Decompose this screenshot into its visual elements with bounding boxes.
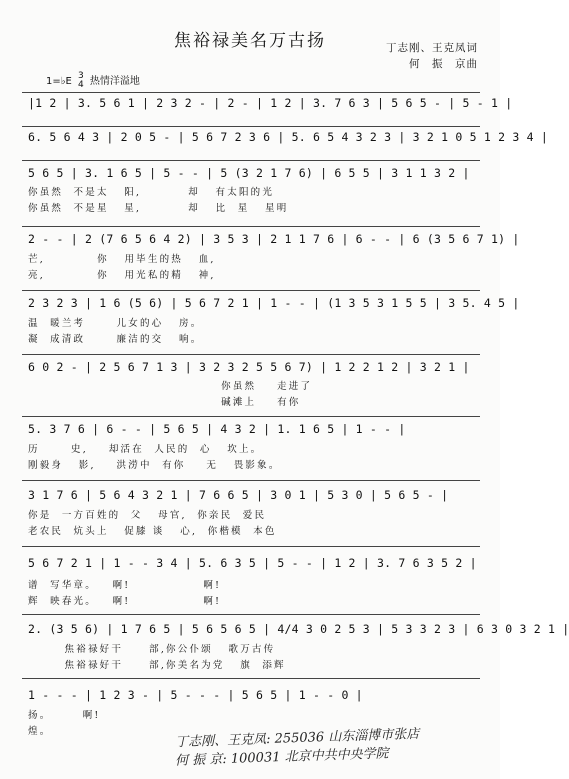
staff-divider bbox=[22, 678, 480, 679]
staff-divider bbox=[22, 126, 480, 127]
system-11-lyrics-verse-1: 扬。 啊! bbox=[28, 710, 101, 721]
system-4-notes: 2 - - | 2 (7 6 5 6 4 2) | 3 5 3 | 2 1 1 7 6 | 6 - - | 6 (3 5 6 7 1) | bbox=[28, 232, 520, 246]
system-7-notes: 5. 3 7 6 | 6 - - | 5 6 5 | 4 3 2 | 1. 1 6 5 | 1 - - | bbox=[28, 422, 406, 436]
system-7-lyrics-verse-1: 历 史, 却活在 人民的 心 坎上。 bbox=[28, 444, 263, 455]
system-10-notes: 2. (3 5 6) | 1 7 6 5 | 5 6 5 6 5 | 4/4 3 0 2 5 3 | 5 3 3 2 3 | 6 3 0 3 2 1 | bbox=[28, 622, 569, 636]
system-6-lyrics-verse-1: 你虽然 走进了 bbox=[28, 381, 313, 392]
staff-divider bbox=[22, 92, 480, 93]
staff-divider bbox=[22, 354, 480, 355]
system-5-lyrics-verse-2: 凝 成清政 廉洁的交 响。 bbox=[28, 334, 203, 345]
song-title: 焦裕禄美名万古扬 bbox=[174, 31, 326, 51]
staff-divider bbox=[22, 546, 480, 547]
system-8-lyrics-verse-2: 老农民 炕头上 促膝 谈 心, 你楷模 本色 bbox=[28, 526, 277, 537]
system-8-notes: 3 1 7 6 | 5 6 4 3 2 1 | 7 6 6 5 | 3 0 1 | 5 3 0 | 5 6 5 - | bbox=[28, 488, 449, 502]
system-7-lyrics-verse-2: 刚毅身 影, 洪涝中 有你 无 畏影象。 bbox=[28, 460, 281, 471]
handwritten-contact-line-2: 何 振 京: 100031 北京中共中央学院 bbox=[174, 746, 389, 769]
time-signature-bottom: 4 bbox=[77, 80, 84, 90]
system-3-lyrics-verse-1: 你虽然 不是太 阳, 却 有太阳的光 bbox=[28, 187, 275, 198]
key-signature: 1=♭E bbox=[46, 76, 72, 87]
system-8-lyrics-verse-1: 你是 一方百姓的 父 母官, 你亲民 爱民 bbox=[28, 510, 267, 521]
tempo-marking bbox=[46, 72, 140, 90]
staff-divider bbox=[22, 614, 480, 615]
system-3-notes: 5 6 5 | 3. 1 6 5 | 5 - - | 5 (3 2 1 7 6) | 6 5 5 | 3 1 1 3 2 | bbox=[28, 166, 470, 180]
staff-divider bbox=[22, 290, 480, 291]
system-9-lyrics-verse-1: 谱 写华章。 啊! 啊! bbox=[28, 580, 222, 591]
system-4-lyrics-verse-1: 芒, 你 用毕生的热 血, bbox=[28, 254, 216, 265]
system-6-notes: 6 0 2 - | 2 5 6 7 1 3 | 3 2 3 2 5 5 6 7) | 1 2 2 1 2 | 3 2 1 | bbox=[28, 360, 470, 374]
system-9-lyrics-verse-2: 辉 映春光。 啊! 啊! bbox=[28, 596, 222, 607]
system-6-lyrics-verse-2: 碱滩上 有你 bbox=[28, 397, 301, 408]
handwritten-contact-line-1: 丁志刚、王克凤: 255036 山东淄博市张店 bbox=[174, 726, 420, 751]
system-10-lyrics-verse-1: 焦裕禄好干 部,你公仆颂 歌万古传 bbox=[28, 644, 276, 655]
system-11-lyrics-verse-2: 煌。 bbox=[28, 726, 52, 737]
time-signature-top: 3 bbox=[77, 71, 84, 81]
lyricist-credit: 丁志刚、王克凤词 bbox=[386, 42, 478, 54]
staff-divider bbox=[22, 416, 480, 417]
system-1-notes: |1 2 | 3. 5 6 1 | 2 3 2 - | 2 - | 1 2 | 3. 7 6 3 | 5 6 5 - | 5 - 1 | bbox=[28, 96, 513, 110]
staff-divider bbox=[22, 480, 480, 481]
system-5-lyrics-verse-1: 温 暖兰考 儿女的心 房。 bbox=[28, 318, 203, 329]
staff-divider bbox=[22, 226, 480, 227]
composer-credit: 何 振 京曲 bbox=[409, 58, 478, 70]
time-signature bbox=[78, 72, 84, 90]
system-11-notes: 1 - - - | 1 2 3 - | 5 - - - | 5 6 5 | 1 - - 0 | bbox=[28, 688, 363, 702]
system-2-notes: 6. 5 6 4 3 | 2 0 5 - | 5 6 7 2 3 6 | 5. 6 5 4 3 2 3 | 3 2 1 0 5 1 2 3 4 | bbox=[28, 130, 549, 144]
staff-divider bbox=[22, 160, 480, 161]
system-3-lyrics-verse-2: 你虽然 不是星 星, 却 比 星 星明 bbox=[28, 203, 289, 214]
system-4-lyrics-verse-2: 亮, 你 用光私的精 神, bbox=[28, 270, 216, 281]
system-9-notes: 5 6 7 2 1 | 1 - - 3 4 | 5. 6 3 5 | 5 - - | 1 2 | 3. 7 6 3 5 2 | bbox=[28, 556, 477, 570]
system-10-lyrics-verse-2: 焦裕禄好干 部,你美名为党 旗 添辉 bbox=[28, 660, 286, 671]
expression-marking: 热情洋溢地 bbox=[89, 76, 140, 87]
system-5-notes: 2 3 2 3 | 1 6 (5 6) | 5 6 7 2 1 | 1 - - | (1 3 5 3 1 5 5 | 3 5. 4 5 | bbox=[28, 296, 520, 310]
